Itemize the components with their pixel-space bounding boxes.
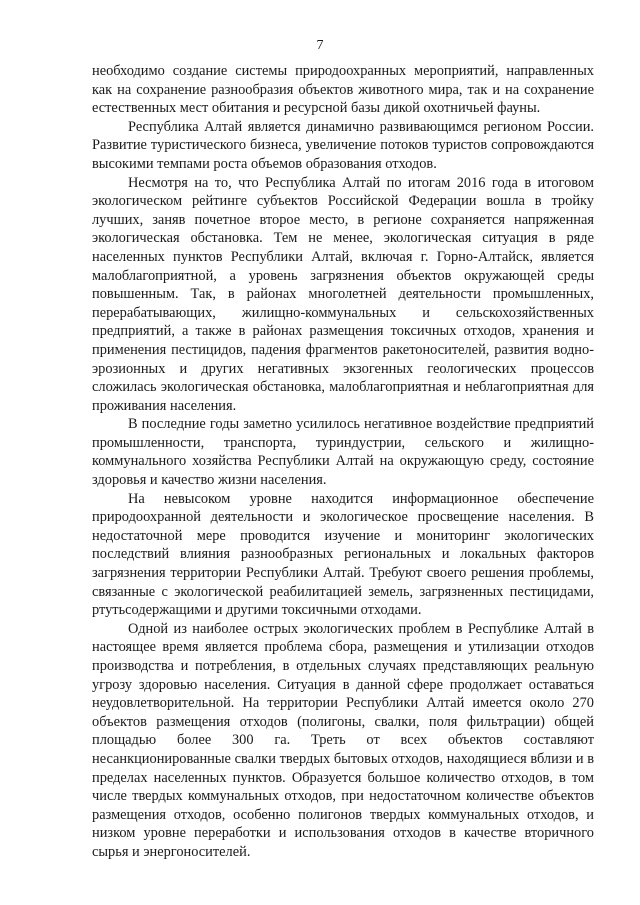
paragraph-continuation: необходимо создание системы природоохранных мероприятий, направленных как на сохранение разнообразия объектов животного мира, так и на сохранение естественных мест обитания и ресурсной базы дикой охотничьей фауны. (92, 63, 594, 117)
paragraph-information-support: На невысоком уровне находится информационное обеспечение природоохранной деятельности и экологическое просвещение населения. В недостаточной мере проводится изучение и мониторинг экологических последствий влияния разнообразных региональных и локальных факторов загрязнения территории Республики Алтай. Требуют своего решения проблемы, связанные с экологической реабилитацией земель, загрязненных пестицидами, ртутьсодержащими и другими токсичными отходами. (92, 490, 594, 619)
paragraph-tourism: Республика Алтай является динамично развивающимся регионом России. Развитие туристического бизнеса, увеличение потоков туристов сопровождаются высокими темпами роста объемов образования отходов. (92, 118, 594, 172)
document-body (92, 62, 594, 862)
page-number: 7 (316, 38, 324, 53)
paragraph-waste-problem: Одной из наиболее острых экологических проблем в Республике Алтай в настоящее время является проблема сбора, размещения и утилизации отходов производства и потребления, в отдельных случаях представляющих реальную угрозу здоровью населения. Ситуация в данной сфере продолжает оставаться неудовлетворительной. На территории Республики Алтай имеется около 270 объектов размещения отходов (полигоны, свалки, поля фильтрации) общей площадью более 300 га. Треть от всех объектов составляют несанкционированные свалки твердых бытовых отходов, находящиеся вблизи и в пределах населенных пунктов. Образуется большое количество отходов, в том числе твердых коммунальных отходов, при недостаточном количестве объектов размещения отходов, особенно полигонов твердых коммунальных отходов, и низком уровне переработки и использования отходов в качестве вторичного сырья и энергоносителей. (92, 620, 594, 860)
paragraph-ecological-rating: Несмотря на то, что Республика Алтай по итогам 2016 года в итоговом экологическом рейтинге субъектов Российской Федерации вошла в тройку лучших, заняв почетное второе место, в регионе сохраняется напряженная экологическая обстановка. Тем не менее, экологическая ситуация в ряде населенных пунктов Республики Алтай, включая г. Горно-Алтайск, является малоблагоприятной, а уровень загрязнения объектов окружающей среды повышенным. Так, в районах многолетней деятельности промышленных, перерабатывающих, жилищно-коммунальных и сельскохозяйственных предприятий, а также в районах размещения токсичных отходов, хранения и применения пестицидов, падения фрагментов ракетоносителей, развития водно-эрозионных и других негативных экзогенных геологических процессов сложилась экологическая обстановка, малоблагоприятная и неблагоприятная для проживания населения. (92, 174, 594, 414)
paragraph-negative-impact: В последние годы заметно усилилось негативное воздействие предприятий промышленности, транспорта, туриндустрии, сельского и жилищно-коммунального хозяйства Республики Алтай на окружающую среду, состояние здоровья и качество жизни населения. (92, 416, 594, 489)
